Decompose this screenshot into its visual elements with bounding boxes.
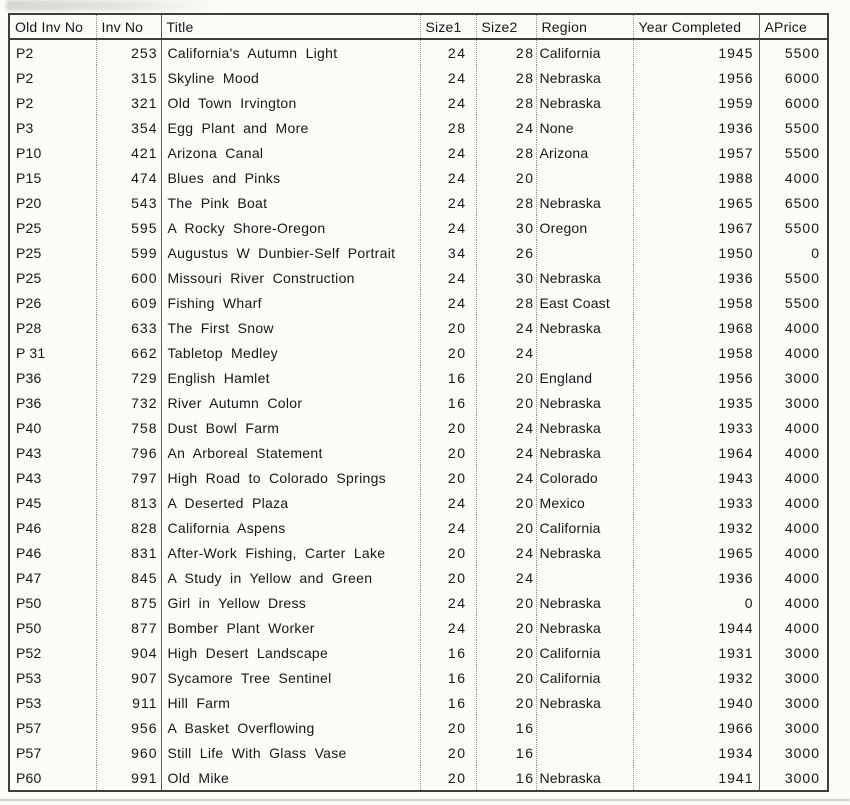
cell-old: P57 bbox=[9, 740, 96, 765]
cell-price: 3000 bbox=[784, 669, 820, 686]
cell-region: Oregon bbox=[536, 215, 633, 240]
cell-year: 1933 bbox=[633, 490, 759, 515]
cell-s2: 24 bbox=[476, 315, 536, 340]
cell-old: P2 bbox=[9, 39, 96, 65]
cell-title: High Desert Landscape bbox=[161, 640, 420, 665]
cell-title: Hill Farm bbox=[161, 690, 420, 715]
cell-s1: 20 bbox=[420, 440, 476, 465]
cell-s2: 20 bbox=[476, 615, 536, 640]
cell-title: Tabletop Medley bbox=[161, 340, 420, 365]
cell-title: Girl in Yellow Dress bbox=[161, 590, 420, 615]
cell-inv: 599 bbox=[96, 240, 161, 265]
cell-year: 1933 bbox=[633, 415, 759, 440]
cell-s2: 20 bbox=[476, 690, 536, 715]
cell-inv: 831 bbox=[96, 540, 161, 565]
cell-price: 4000 bbox=[784, 594, 820, 611]
cell-s1: 20 bbox=[420, 540, 476, 565]
cell-s2: 20 bbox=[476, 390, 536, 415]
cell-old: P26 bbox=[9, 290, 96, 315]
cell-price: 5500 bbox=[784, 144, 820, 161]
cell-s2: 24 bbox=[476, 465, 536, 490]
cell-price: 3000 bbox=[784, 744, 820, 761]
cell-inv: 543 bbox=[96, 190, 161, 215]
cell-price: 4000 bbox=[784, 344, 820, 361]
cell-year: 1934 bbox=[633, 740, 759, 765]
table-row bbox=[9, 565, 828, 590]
cell-region: Nebraska bbox=[536, 265, 633, 290]
cell-region: Nebraska bbox=[536, 765, 633, 791]
cell-s1: 24 bbox=[420, 515, 476, 540]
cell-inv: 609 bbox=[96, 290, 161, 315]
column-header-year-completed: Year Completed bbox=[633, 14, 759, 39]
cell-region: Nebraska bbox=[536, 190, 633, 215]
cell-s2: 28 bbox=[476, 65, 536, 90]
table-body bbox=[9, 39, 828, 791]
cell-s1: 24 bbox=[420, 39, 476, 65]
cell-old: P36 bbox=[9, 365, 96, 390]
cell-price: 6500 bbox=[784, 194, 820, 211]
cell-price: 5500 bbox=[784, 44, 820, 61]
column-header-title: Title bbox=[161, 14, 420, 39]
table-row bbox=[9, 640, 828, 665]
cell-old: P25 bbox=[9, 215, 96, 240]
cell-s1: 20 bbox=[420, 765, 476, 791]
cell-title: Old Mike bbox=[161, 765, 420, 791]
cell-year: 1958 bbox=[633, 290, 759, 315]
cell-old: P2 bbox=[9, 90, 96, 115]
cell-old: P15 bbox=[9, 165, 96, 190]
table-row bbox=[9, 340, 828, 365]
cell-price: 4000 bbox=[784, 569, 820, 586]
cell-price: 4000 bbox=[784, 619, 820, 636]
cell-inv: 732 bbox=[96, 390, 161, 415]
cell-s1: 24 bbox=[420, 165, 476, 190]
table-row bbox=[9, 440, 828, 465]
cell-s2: 20 bbox=[476, 590, 536, 615]
cell-s2: 16 bbox=[476, 715, 536, 740]
scan-artifact-smudge bbox=[6, 0, 221, 11]
table-row bbox=[9, 465, 828, 490]
column-header-size1: Size1 bbox=[420, 14, 476, 39]
cell-inv: 600 bbox=[96, 265, 161, 290]
cell-old: P60 bbox=[9, 765, 96, 791]
table-row bbox=[9, 265, 828, 290]
cell-price: 3000 bbox=[784, 369, 820, 386]
inventory-table bbox=[8, 13, 829, 792]
column-header-old-inv-no: Old Inv No bbox=[9, 14, 96, 39]
cell-s2: 20 bbox=[476, 515, 536, 540]
cell-price: 0 bbox=[811, 244, 820, 261]
cell-region: Nebraska bbox=[536, 415, 633, 440]
cell-old: P2 bbox=[9, 65, 96, 90]
cell-inv: 595 bbox=[96, 215, 161, 240]
cell-s1: 20 bbox=[420, 565, 476, 590]
cell-title: Missouri River Construction bbox=[161, 265, 420, 290]
cell-s2: 20 bbox=[476, 165, 536, 190]
cell-s1: 28 bbox=[420, 115, 476, 140]
cell-old: P43 bbox=[9, 440, 96, 465]
cell-old: P53 bbox=[9, 665, 96, 690]
cell-price: 6000 bbox=[784, 94, 820, 111]
cell-title: Arizona Canal bbox=[161, 140, 420, 165]
cell-region: Nebraska bbox=[536, 540, 633, 565]
cell-title: Fishing Wharf bbox=[161, 290, 420, 315]
cell-title: After-Work Fishing, Carter Lake bbox=[161, 540, 420, 565]
cell-year: 1957 bbox=[633, 140, 759, 165]
cell-s2: 16 bbox=[476, 740, 536, 765]
cell-s2: 24 bbox=[476, 540, 536, 565]
cell-region: Nebraska bbox=[536, 590, 633, 615]
cell-year: 1950 bbox=[633, 240, 759, 265]
cell-s2: 24 bbox=[476, 415, 536, 440]
cell-inv: 845 bbox=[96, 565, 161, 590]
cell-inv: 797 bbox=[96, 465, 161, 490]
cell-s1: 24 bbox=[420, 140, 476, 165]
scan-artifact-bottom-line bbox=[0, 799, 850, 801]
cell-year: 1932 bbox=[633, 515, 759, 540]
cell-s2: 20 bbox=[476, 665, 536, 690]
cell-price: 5500 bbox=[784, 219, 820, 236]
cell-region: California bbox=[536, 640, 633, 665]
cell-s2: 28 bbox=[476, 39, 536, 65]
cell-price: 4000 bbox=[784, 494, 820, 511]
cell-inv: 828 bbox=[96, 515, 161, 540]
cell-s2: 26 bbox=[476, 240, 536, 265]
cell-old: P20 bbox=[9, 190, 96, 215]
cell-year: 1936 bbox=[633, 265, 759, 290]
cell-s2: 28 bbox=[476, 290, 536, 315]
cell-region: California bbox=[536, 665, 633, 690]
cell-year: 1958 bbox=[633, 340, 759, 365]
cell-s1: 20 bbox=[420, 315, 476, 340]
cell-s1: 20 bbox=[420, 740, 476, 765]
cell-old: P25 bbox=[9, 240, 96, 265]
cell-region: Nebraska bbox=[536, 690, 633, 715]
cell-year: 1959 bbox=[633, 90, 759, 115]
cell-s2: 16 bbox=[476, 765, 536, 791]
cell-s1: 16 bbox=[420, 390, 476, 415]
cell-old: P40 bbox=[9, 415, 96, 440]
cell-title: Dust Bowl Farm bbox=[161, 415, 420, 440]
cell-year: 1956 bbox=[633, 365, 759, 390]
cell-region bbox=[536, 715, 633, 740]
cell-inv: 729 bbox=[96, 365, 161, 390]
cell-region: England bbox=[536, 365, 633, 390]
cell-year: 1941 bbox=[633, 765, 759, 791]
cell-s1: 16 bbox=[420, 690, 476, 715]
cell-s1: 24 bbox=[420, 290, 476, 315]
cell-title: California's Autumn Light bbox=[161, 39, 420, 65]
cell-s2: 30 bbox=[476, 215, 536, 240]
cell-s2: 20 bbox=[476, 640, 536, 665]
cell-price: 3000 bbox=[784, 694, 820, 711]
table-row bbox=[9, 765, 828, 791]
cell-s2: 24 bbox=[476, 440, 536, 465]
column-header-size2: Size2 bbox=[476, 14, 536, 39]
column-header-region: Region bbox=[536, 14, 633, 39]
cell-title: A Basket Overflowing bbox=[161, 715, 420, 740]
cell-inv: 877 bbox=[96, 615, 161, 640]
cell-region: Mexico bbox=[536, 490, 633, 515]
cell-region: Nebraska bbox=[536, 315, 633, 340]
cell-s1: 24 bbox=[420, 265, 476, 290]
cell-year: 1968 bbox=[633, 315, 759, 340]
table-row bbox=[9, 590, 828, 615]
cell-s1: 20 bbox=[420, 415, 476, 440]
cell-old: P47 bbox=[9, 565, 96, 590]
table-row bbox=[9, 740, 828, 765]
cell-year: 1967 bbox=[633, 215, 759, 240]
cell-old: P46 bbox=[9, 515, 96, 540]
cell-year: 1936 bbox=[633, 565, 759, 590]
table-row bbox=[9, 540, 828, 565]
cell-s2: 24 bbox=[476, 340, 536, 365]
cell-s1: 20 bbox=[420, 715, 476, 740]
table-row bbox=[9, 190, 828, 215]
table-row bbox=[9, 415, 828, 440]
cell-year: 1966 bbox=[633, 715, 759, 740]
cell-region bbox=[536, 240, 633, 265]
cell-region bbox=[536, 565, 633, 590]
cell-price: 5500 bbox=[784, 294, 820, 311]
cell-inv: 960 bbox=[96, 740, 161, 765]
cell-title: The Pink Boat bbox=[161, 190, 420, 215]
cell-title: A Deserted Plaza bbox=[161, 490, 420, 515]
cell-region: Nebraska bbox=[536, 65, 633, 90]
cell-s2: 28 bbox=[476, 190, 536, 215]
table-row bbox=[9, 315, 828, 340]
cell-old: P36 bbox=[9, 390, 96, 415]
cell-old: P50 bbox=[9, 615, 96, 640]
cell-price: 3000 bbox=[784, 719, 820, 736]
cell-s1: 20 bbox=[420, 465, 476, 490]
cell-s1: 24 bbox=[420, 590, 476, 615]
header-row bbox=[9, 14, 828, 39]
table-row bbox=[9, 690, 828, 715]
cell-inv: 813 bbox=[96, 490, 161, 515]
cell-inv: 354 bbox=[96, 115, 161, 140]
cell-year: 1988 bbox=[633, 165, 759, 190]
cell-old: P52 bbox=[9, 640, 96, 665]
cell-inv: 421 bbox=[96, 140, 161, 165]
cell-region: California bbox=[536, 39, 633, 65]
cell-price: 4000 bbox=[784, 419, 820, 436]
cell-s2: 20 bbox=[476, 365, 536, 390]
table-row bbox=[9, 165, 828, 190]
cell-title: The First Snow bbox=[161, 315, 420, 340]
column-header-aprice: APrice bbox=[759, 14, 828, 39]
cell-s2: 20 bbox=[476, 490, 536, 515]
cell-inv: 321 bbox=[96, 90, 161, 115]
cell-s2: 30 bbox=[476, 265, 536, 290]
cell-inv: 875 bbox=[96, 590, 161, 615]
table-row bbox=[9, 39, 828, 65]
cell-price: 4000 bbox=[784, 519, 820, 536]
cell-price: 5500 bbox=[784, 119, 820, 136]
cell-price: 6000 bbox=[784, 69, 820, 86]
column-header-inv-no: Inv No bbox=[96, 14, 161, 39]
cell-old: P25 bbox=[9, 265, 96, 290]
cell-inv: 474 bbox=[96, 165, 161, 190]
cell-title: High Road to Colorado Springs bbox=[161, 465, 420, 490]
cell-title: An Arboreal Statement bbox=[161, 440, 420, 465]
cell-region: Nebraska bbox=[536, 90, 633, 115]
table-row bbox=[9, 290, 828, 315]
cell-s1: 24 bbox=[420, 90, 476, 115]
cell-year: 0 bbox=[633, 590, 759, 615]
cell-s1: 16 bbox=[420, 365, 476, 390]
cell-s1: 34 bbox=[420, 240, 476, 265]
cell-inv: 911 bbox=[96, 690, 161, 715]
table-row bbox=[9, 140, 828, 165]
cell-old: P45 bbox=[9, 490, 96, 515]
cell-region: Colorado bbox=[536, 465, 633, 490]
cell-price: 3000 bbox=[784, 769, 820, 786]
cell-inv: 904 bbox=[96, 640, 161, 665]
cell-region: Nebraska bbox=[536, 390, 633, 415]
table-row bbox=[9, 615, 828, 640]
table-row bbox=[9, 215, 828, 240]
table-row bbox=[9, 490, 828, 515]
cell-price: 4000 bbox=[784, 544, 820, 561]
cell-region: East Coast bbox=[536, 290, 633, 315]
cell-year: 1964 bbox=[633, 440, 759, 465]
cell-title: Old Town Irvington bbox=[161, 90, 420, 115]
table-row bbox=[9, 240, 828, 265]
cell-title: Skyline Mood bbox=[161, 65, 420, 90]
cell-s1: 20 bbox=[420, 340, 476, 365]
cell-title: Egg Plant and More bbox=[161, 115, 420, 140]
cell-old: P46 bbox=[9, 540, 96, 565]
cell-title: Augustus W Dunbier-Self Portrait bbox=[161, 240, 420, 265]
cell-year: 1940 bbox=[633, 690, 759, 715]
cell-s1: 24 bbox=[420, 190, 476, 215]
cell-year: 1956 bbox=[633, 65, 759, 90]
cell-region: Arizona bbox=[536, 140, 633, 165]
cell-price: 5500 bbox=[784, 269, 820, 286]
cell-old: P28 bbox=[9, 315, 96, 340]
cell-s2: 24 bbox=[476, 565, 536, 590]
cell-old: P43 bbox=[9, 465, 96, 490]
cell-year: 1945 bbox=[633, 39, 759, 65]
cell-title: River Autumn Color bbox=[161, 390, 420, 415]
cell-region bbox=[536, 165, 633, 190]
cell-region: None bbox=[536, 115, 633, 140]
cell-year: 1943 bbox=[633, 465, 759, 490]
cell-inv: 796 bbox=[96, 440, 161, 465]
cell-inv: 991 bbox=[96, 765, 161, 791]
cell-year: 1931 bbox=[633, 640, 759, 665]
cell-price: 4000 bbox=[784, 319, 820, 336]
table-row bbox=[9, 390, 828, 415]
cell-year: 1965 bbox=[633, 190, 759, 215]
cell-title: English Hamlet bbox=[161, 365, 420, 390]
cell-year: 1944 bbox=[633, 615, 759, 640]
cell-s1: 24 bbox=[420, 65, 476, 90]
cell-s1: 16 bbox=[420, 665, 476, 690]
cell-old: P57 bbox=[9, 715, 96, 740]
cell-s1: 24 bbox=[420, 615, 476, 640]
table-row bbox=[9, 90, 828, 115]
table-row bbox=[9, 715, 828, 740]
cell-region: Nebraska bbox=[536, 615, 633, 640]
cell-old: P 31 bbox=[9, 340, 96, 365]
cell-title: A Rocky Shore-Oregon bbox=[161, 215, 420, 240]
cell-s2: 24 bbox=[476, 115, 536, 140]
cell-old: P3 bbox=[9, 115, 96, 140]
cell-inv: 907 bbox=[96, 665, 161, 690]
cell-s1: 24 bbox=[420, 490, 476, 515]
cell-region bbox=[536, 340, 633, 365]
cell-s1: 24 bbox=[420, 215, 476, 240]
cell-year: 1932 bbox=[633, 665, 759, 690]
cell-region bbox=[536, 740, 633, 765]
cell-year: 1965 bbox=[633, 540, 759, 565]
cell-old: P10 bbox=[9, 140, 96, 165]
table-row bbox=[9, 365, 828, 390]
cell-price: 3000 bbox=[784, 644, 820, 661]
table-row bbox=[9, 665, 828, 690]
cell-s2: 28 bbox=[476, 90, 536, 115]
table-row bbox=[9, 115, 828, 140]
cell-inv: 956 bbox=[96, 715, 161, 740]
cell-inv: 662 bbox=[96, 340, 161, 365]
cell-price: 4000 bbox=[784, 444, 820, 461]
cell-price: 3000 bbox=[784, 394, 820, 411]
cell-old: P53 bbox=[9, 690, 96, 715]
cell-year: 1936 bbox=[633, 115, 759, 140]
cell-title: A Study in Yellow and Green bbox=[161, 565, 420, 590]
cell-title: Sycamore Tree Sentinel bbox=[161, 665, 420, 690]
cell-year: 1935 bbox=[633, 390, 759, 415]
cell-region: California bbox=[536, 515, 633, 540]
cell-s1: 16 bbox=[420, 640, 476, 665]
cell-inv: 315 bbox=[96, 65, 161, 90]
cell-title: Still Life With Glass Vase bbox=[161, 740, 420, 765]
table-row bbox=[9, 65, 828, 90]
table-header bbox=[9, 14, 828, 39]
table-row bbox=[9, 515, 828, 540]
cell-inv: 633 bbox=[96, 315, 161, 340]
cell-region: Nebraska bbox=[536, 440, 633, 465]
cell-title: California Aspens bbox=[161, 515, 420, 540]
cell-title: Bomber Plant Worker bbox=[161, 615, 420, 640]
cell-s2: 28 bbox=[476, 140, 536, 165]
cell-price: 4000 bbox=[784, 469, 820, 486]
cell-inv: 758 bbox=[96, 415, 161, 440]
cell-old: P50 bbox=[9, 590, 96, 615]
cell-price: 4000 bbox=[784, 169, 820, 186]
cell-inv: 253 bbox=[96, 39, 161, 65]
cell-title: Blues and Pinks bbox=[161, 165, 420, 190]
